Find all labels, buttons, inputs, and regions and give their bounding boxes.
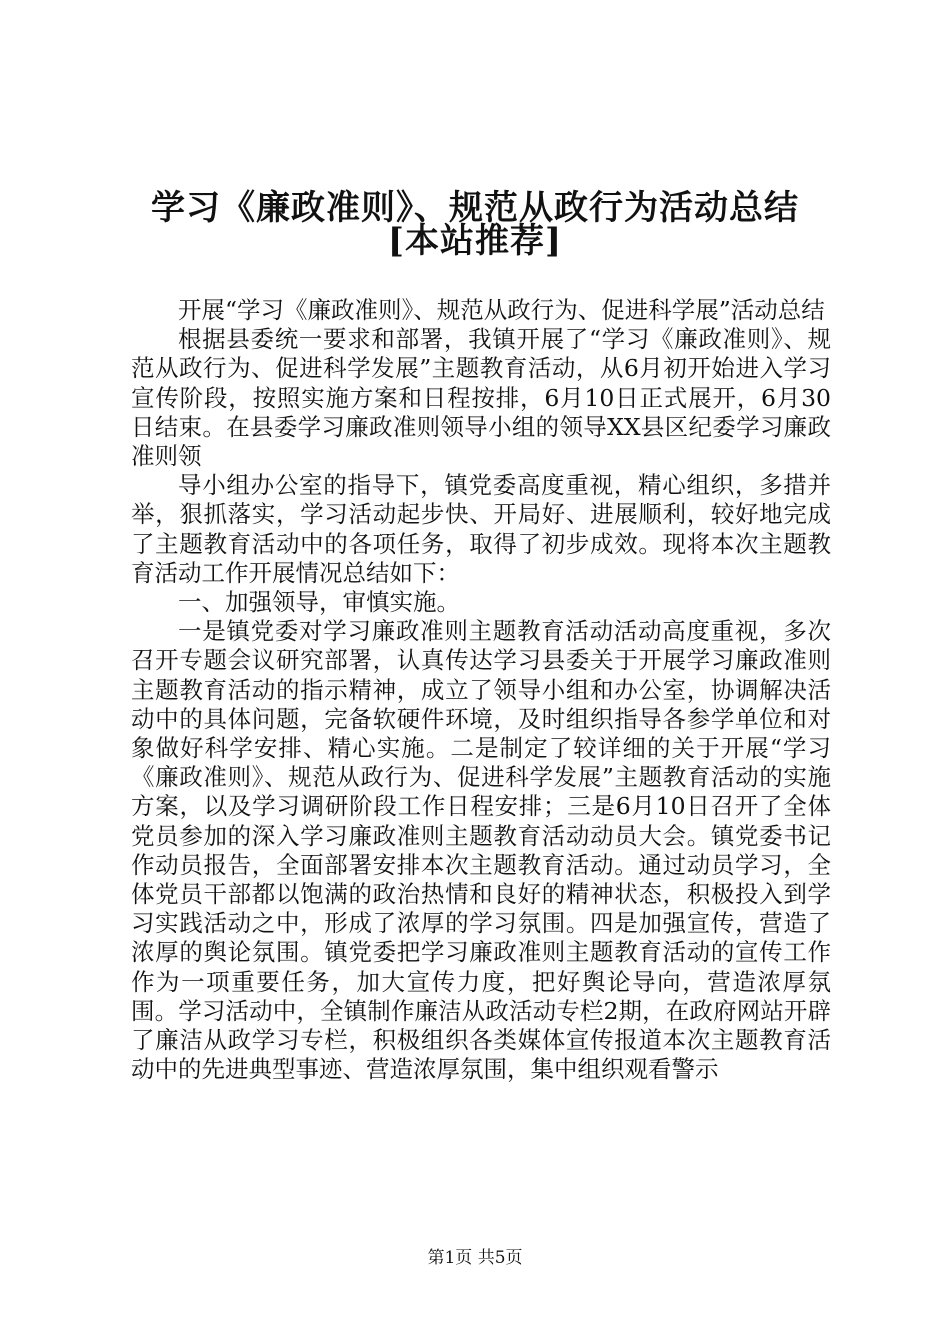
document-title: 学习《廉政准则》、规范从政行为活动总结: [151, 188, 799, 228]
paragraph: 一是镇党委对学习廉政准则主题教育活动活动高度重视，多次召开专题会议研究部署，认真传达学习县委关于开展学习廉政准则主题教育活动的指示精神，成立了领导小组和办公室，协调解决活动中的具体问题，完备软硬件环境，及时组织指导各参学单位和对象做好科学安排、精心实施。二是制定了较详细的关于开展“学习《廉政准则》、规范从政行为、促进科学发展”主题教育活动的实施方案，以及学习调研阶段工作日程安排；三是6月10日召开了全体党员参加的深入学习廉政准则主题教育活动动员大会。镇党委书记作动员报告，全面部署安排本次主题教育活动。通过动员学习，全体党员干部都以饱满的政治热情和良好的精神状态，积极投入到学习实践活动之中，形成了浓厚的学习氛围。四是加强宣传，营造了浓厚的舆论氛围。镇党委把学习廉政准则主题教育活动的宣传工作作为一项重要任务，加大宣传力度，把好舆论导向，营造浓厚氛围。学习活动中，全镇制作廉洁从政活动专栏2期，在政府网站开辟了廉洁从政学习专栏，积极组织各类媒体宣传报道本次主题教育活动中的先进典型事迹、营造浓厚氛围，集中组织观看警示: [131, 617, 831, 1084]
paragraph: 开展“学习《廉政准则》、规范从政行为、促进科学展”活动总结: [178, 296, 825, 324]
paragraph: 导小组办公室的指导下，镇党委高度重视，精心组织，多措并举，狠抓落实，学习活动起步快、开局好、进展顺利，较好地完成了主题教育活动中的各项任务，取得了初步成效。现将本次主题教育活动工作开展情况总结如下：: [131, 471, 831, 587]
paragraph: 根据县委统一要求和部署，我镇开展了“学习《廉政准则》、规范从政行为、促进科学发展”主题教育活动，从6月初开始进入学习宣传阶段，按照实施方案和日程按排，6月10日正式展开，6月30日结束。在县委学习廉政准则领导小组的领导XX县区纪委学习廉政准则领: [131, 325, 831, 471]
document-body: [131, 296, 831, 1084]
document-title-tag: [本站推荐]: [387, 221, 563, 261]
page-number-footer: 第1页 共5页: [427, 1248, 523, 1268]
section-heading: 一、加强领导，审慎实施。: [178, 588, 460, 617]
